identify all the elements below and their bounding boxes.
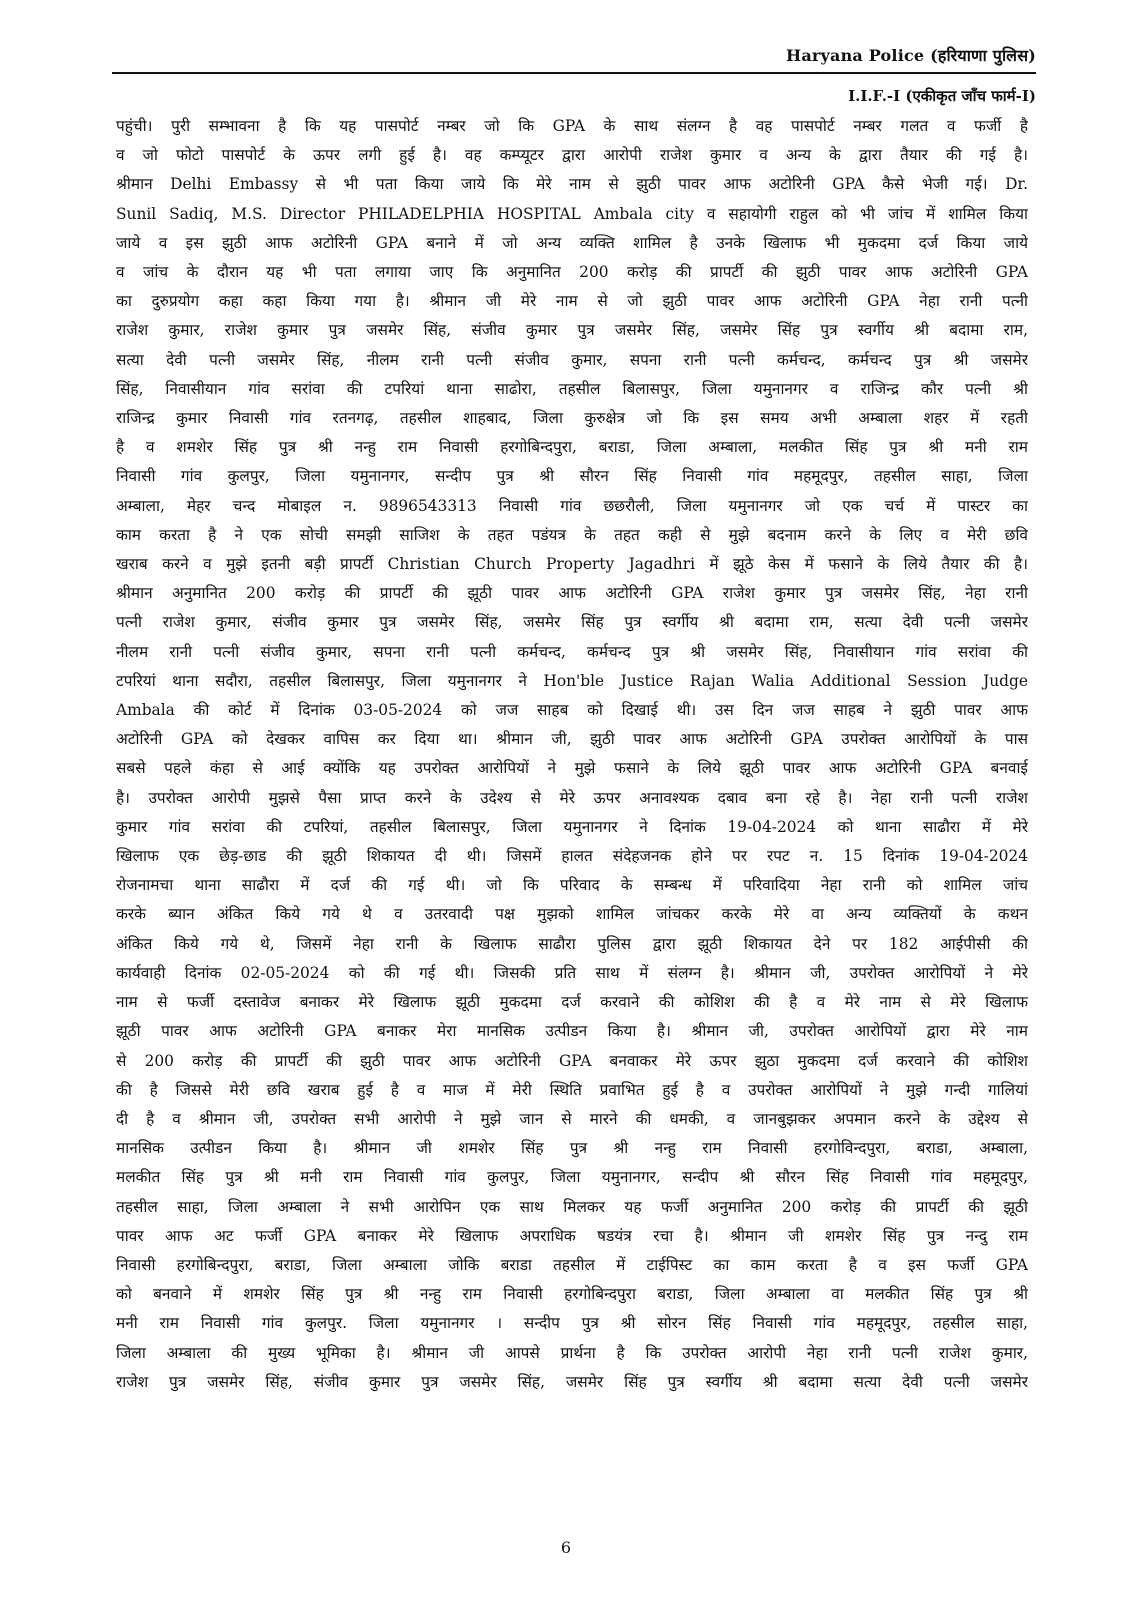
body-line: राजेश पुत्र जसमेर सिंह, संजीव कुमार पुत्र जसमेर सिंह, जसमेर सिंह पुत्र स्वर्गीय श्री बदामा सत्या देवी पत्नी जसमेर [116, 1372, 1028, 1391]
body-line: व जो फोटो पासपोर्ट के ऊपर लगी हुई है। वह कम्प्यूटर द्वारा आरोपी राजेश कुमार व अन्य के द्वारा तैयार की गई है। [116, 146, 1028, 165]
body-line: जाये व इस झुठी आफ अटोरिनी GPA बनाने में जो अन्य व्यक्ति शामिल है उनके खिलाफ भी मुकदमा दर्ज किया जाये [116, 233, 1028, 252]
body-line: नाम से फर्जी दस्तावेज बनाकर मेरे खिलाफ झूठी मुकदमा दर्ज करवाने की कोशिश की है व मेरे नाम से मेरे खिलाफ [116, 993, 1028, 1012]
body-line: को बनवाने में शमशेर सिंह पुत्र श्री नन्हु राम निवासी हरगोबिन्दपुरा बराडा, जिला अम्बाला वा मलकीत सिंह पुत्र श्री [116, 1285, 1028, 1304]
body-line: निवासी गांव कुलपुर, जिला यमुनानगर, सन्दीप पुत्र श्री सौरन सिंह निवासी गांव महमूदपुर, तहसील साहा, जिला [116, 467, 1028, 486]
body-line: मलकीत सिंह पुत्र श्री मनी राम निवासी गांव कुलपुर, जिला यमुनानगर, सन्दीप श्री सौरन सिंह निवासी गांव महमूदपुर, [116, 1168, 1028, 1187]
form-title: I.I.F.-I (एकीकृत जाँच फार्म-I) [848, 87, 1036, 105]
body-line: कार्यवाही दिनांक 02-05-2024 को की गई थी। जिसकी प्रति साथ में संलग्न है। श्रीमान जी, उपरोक्त आरोपियों ने मेरे [116, 963, 1028, 982]
body-line: अटोरिनी GPA को देखकर वापिस कर दिया था। श्रीमान जी, झुठी पावर आफ अटोरिनी GPA उपरोक्त आरोपियों के पास [116, 730, 1028, 749]
body-line: खराब करने व मुझे इतनी बड़ी प्रापर्टी Christian Church Property Jagadhri में झूठे केस में फसाने के लिये तैयार की है। [116, 555, 1028, 574]
body-line: दी है व श्रीमान जी, उपरोक्त सभी आरोपी ने मुझे जान से मारने की धमकी, व जानबुझकर अपमान करने के उद्देश्य से [116, 1109, 1028, 1128]
body-line: निवासी हरगोबिन्दपुरा, बराडा, जिला अम्बाला जोकि बराडा तहसील में टाईपिस्ट का काम करता है व इस फर्जी GPA [116, 1255, 1028, 1274]
body-line: अम्बाला, मेहर चन्द मोबाइल न. 9896543313 निवासी गांव छछरौली, जिला यमुनानगर जो एक चर्च में पास्टर का [116, 496, 1028, 515]
body-line: तहसील साहा, जिला अम्बाला ने सभी आरोपिन एक साथ मिलकर यह फर्जी अनुमानित 200 करोड़ की प्रापर्टी की झूठी [116, 1197, 1028, 1216]
body-line: सत्या देवी पत्नी जसमेर सिंह, नीलम रानी पत्नी संजीव कुमार, सपना रानी पत्नी कर्मचन्द, कर्मचन्द पुत्र श्री जसमेर [116, 350, 1028, 369]
body-line: श्रीमान Delhi Embassy से भी पता किया जाये कि मेरे नाम से झुठी पावर आफ अटोरिनी GPA कैसे भेजी गई। Dr. [116, 175, 1028, 194]
body-line: नीलम रानी पत्नी संजीव कुमार, सपना रानी पत्नी कर्मचन्द, कर्मचन्द पुत्र श्री जसमेर सिंह, निवासीयान गांव सरांवा की [116, 642, 1028, 661]
body-line: अंकित किये गये थे, जिसमें नेहा रानी के खिलाफ साढौरा पुलिस द्वारा झूठी शिकायत देने पर 182 आईपीसी की [116, 934, 1028, 953]
body-line: है। उपरोक्त आरोपी मुझसे पैसा प्राप्त करने के उदेश्य से मेरे ऊपर अनावश्यक दबाव बना रहे है। नेहा रानी पत्नी राजेश [116, 788, 1028, 807]
body-line: मानसिक उत्पीडन किया है। श्रीमान जी शमशेर सिंह पुत्र श्री नन्हु राम निवासी हरगोविन्दपुरा, बराडा, अम्बाला, [116, 1139, 1028, 1158]
body-line: रोजनामचा थाना साढौरा में दर्ज की गई थी। जो कि परिवाद के सम्बन्ध में परिवादिया नेहा रानी को शामिल जांच [116, 876, 1028, 895]
body-line: पावर आफ अट फर्जी GPA बनाकर मेरे खिलाफ अपराधिक षडयंत्र रचा है। श्रीमान जी शमशेर सिंह पुत्र नन्दु राम [116, 1226, 1028, 1245]
header-divider [112, 72, 1036, 74]
body-line: है व शमशेर सिंह पुत्र श्री नन्हु राम निवासी हरगोबिन्दपुरा, बराडा, जिला अम्बाला, मलकीत सिंह पुत्र श्री मनी राम [116, 438, 1028, 457]
body-line: से 200 करोड़ की प्रापर्टी की झुठी पावर आफ अटोरिनी GPA बनवाकर मेरे ऊपर झुठा मुकदमा दर्ज करवाने की कोशिश [116, 1051, 1028, 1070]
body-line: राजिन्द्र कुमार निवासी गांव रतनगढ़, तहसील शाहबाद, जिला कुरुक्षेत्र जो कि इस समय अभी अम्बाला शहर में रहती [116, 409, 1028, 428]
body-line: खिलाफ एक छेड़-छाड की झूठी शिकायत दी थी। जिसमें हालत संदेहजनक होने पर रपट न. 15 दिनांक 19-04-2024 [116, 847, 1028, 866]
body-line: का दुरुप्रयोग कहा कहा किया गया है। श्रीमान जी मेरे नाम से जो झुठी पावर आफ अटोरिनी GPA नेहा रानी पत्नी [116, 292, 1028, 311]
body-line: पत्नी राजेश कुमार, संजीव कुमार पुत्र जसमेर सिंह, जसमेर सिंह पुत्र स्वर्गीय श्री बदामा राम, सत्या देवी पत्नी जसमेर [116, 613, 1028, 632]
body-line: कुमार गांव सरांवा की टपरियां, तहसील बिलासपुर, जिला यमुनानगर ने दिनांक 19-04-2024 को थाना साढौरा में मेरे [116, 817, 1028, 836]
body-text [116, 112, 1028, 1397]
body-line: सिंह, निवासीयान गांव सरांवा की टपरियां थाना साढोरा, तहसील बिलासपुर, जिला यमुनानगर व राजिन्द्र कौर पत्नी श्री [116, 379, 1028, 398]
body-line: श्रीमान अनुमानित 200 करोड़ की प्रापर्टी की झूठी पावर आफ अटोरिनी GPA राजेश कुमार पुत्र जसमेर सिंह, नेहा रानी [116, 584, 1028, 603]
body-line: व जांच के दौरान यह भी पता लगाया जाए कि अनुमानित 200 करोड़ की प्रापर्टी की झुठी पावर आफ अटोरिनी GPA [116, 263, 1028, 282]
header-title: Haryana Police (हरियाणा पुलिस) [786, 46, 1036, 65]
body-line: Ambala की कोर्ट में दिनांक 03-05-2024 को जज साहब को दिखाई थी। उस दिन जज साहब ने झुठी पावर आफ [116, 701, 1028, 720]
body-line: जिला अम्बाला की मुख्य भूमिका है। श्रीमान जी आपसे प्रार्थना है कि उपरोक्त आरोपी नेहा रानी पत्नी राजेश कुमार, [116, 1343, 1028, 1362]
body-line: मनी राम निवासी गांव कुलपुर. जिला यमुनानगर । सन्दीप पुत्र श्री सोरन सिंह निवासी गांव महमूदपुर, तहसील साहा, [116, 1314, 1028, 1333]
body-line: टपरियां थाना सदौरा, तहसील बिलासपुर, जिला यमुनानगर ने Hon'ble Justice Rajan Walia Additional Session Judge [116, 671, 1028, 690]
body-line: Sunil Sadiq, M.S. Director PHILADELPHIA HOSPITAL Ambala city व सहायोगी राहुल को भी जांच में शामिल किया [116, 204, 1028, 223]
body-line: की है जिससे मेरी छवि खराब हुई है व माज में मेरी स्थिति प्रवाभित हुई है व उपरोक्त आरोपियों ने मुझे गन्दी गालियां [116, 1080, 1028, 1099]
body-line: काम करता है ने एक सोची समझी साजिश के तहत पडंयत्र के तहत कही से मुझे बदनाम करने के लिए व मेरी छवि [116, 525, 1028, 544]
page-number: 6 [560, 1538, 572, 1557]
body-line: सबसे पहले कंहा से आई क्योंकि यह उपरोक्त आरोपियों ने मुझे फसाने के लिये झूठी पावर आफ अटोरिनी GPA बनवाई [116, 759, 1028, 778]
body-line: करके ब्यान अंकित किये गये थे व उतरवादी पक्ष मुझको शामिल जांचकर करके मेरे वा अन्य व्यक्तियों के कथन [116, 905, 1028, 924]
body-line: राजेश कुमार, राजेश कुमार पुत्र जसमेर सिंह, संजीव कुमार पुत्र जसमेर सिंह, जसमेर सिंह पुत्र स्वर्गीय श्री बदामा राम, [116, 321, 1028, 340]
body-line: पहुंची। पुरी सम्भावना है कि यह पासपोर्ट नम्बर जो कि GPA के साथ संलग्न है वह पासपोर्ट नम्बर गलत व फर्जी है [116, 117, 1028, 135]
body-line: झूठी पावर आफ अटोरिनी GPA बनाकर मेरा मानसिक उत्पीडन किया है। श्रीमान जी, उपरोक्त आरोपियों द्वारा मेरे नाम [116, 1022, 1028, 1041]
